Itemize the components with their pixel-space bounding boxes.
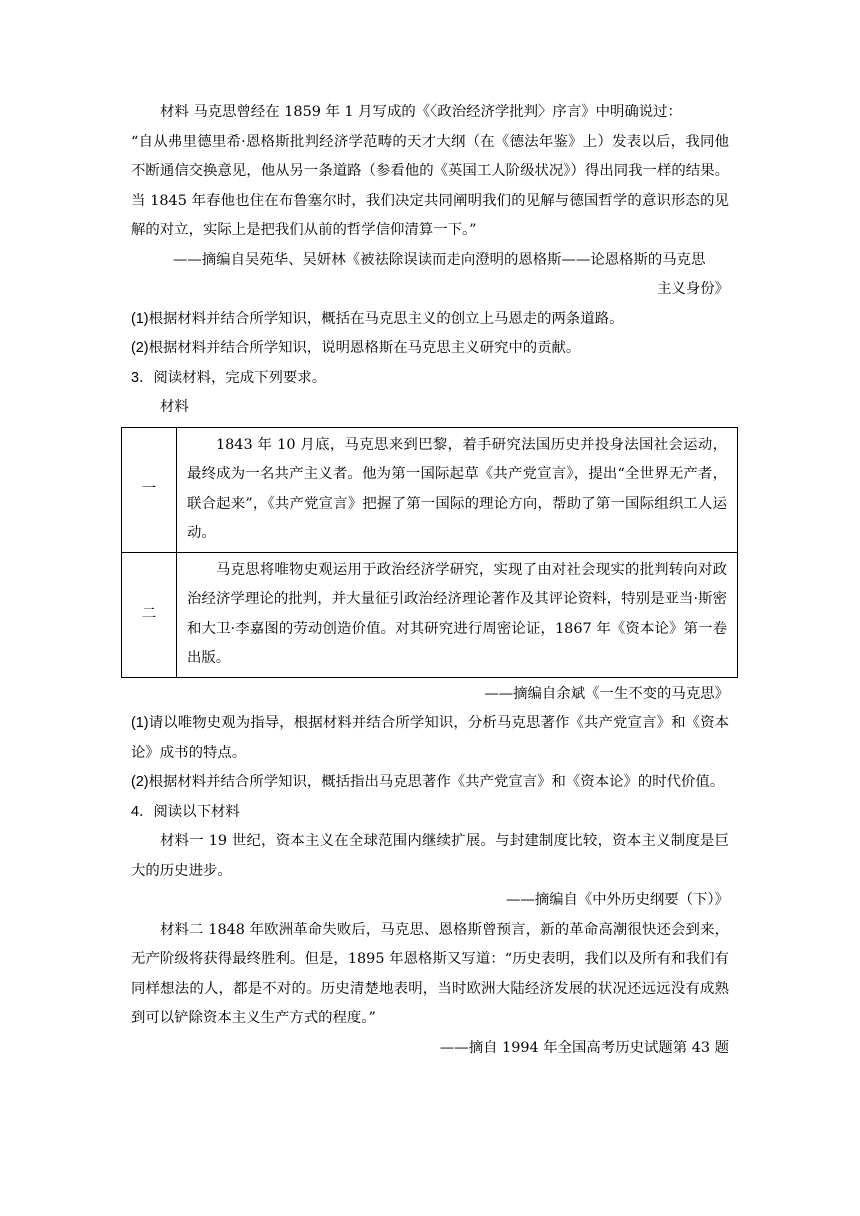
row-label-2: 二 bbox=[122, 552, 177, 677]
material-source bbox=[131, 246, 729, 276]
q4-material-1: 材料一 19 世纪，资本主义在全球范围内继续扩展。与封建制度比较，资本主义制度是巨大的历史进步。 bbox=[131, 833, 729, 879]
q4-material-2: 材料二 1848 年欧洲革命失败后，马克思、恩格斯曾预言，新的革命高潮很快还会到来，无产阶级将获得最终胜利。但是，1895 年恩格斯又写道：“历史表明，我们以及所有和我们有同样想法的人，都是不对的。历史清楚地表明，当时欧洲大陆经济发展的状况还远远没有成熟到可以铲除资本主义生产方式的程度。” bbox=[131, 921, 729, 1026]
q3-material-table bbox=[121, 427, 738, 678]
q3-subquestion-2: (2)根据材料并结合所学知识，概括指出马克思著作《共产党宣言》和《资本论》的时代价值。 bbox=[131, 774, 725, 790]
table-row bbox=[122, 427, 738, 552]
q2-subquestion-2: (2)根据材料并结合所学知识，说明恩格斯在马克思主义研究中的贡献。 bbox=[131, 340, 581, 356]
material-source-line1: ——摘编自吴苑华、吴妍林《被祛除误读而走向澄明的恩格斯——论恩格斯的马克思 bbox=[173, 251, 706, 268]
row-text-2: 马克思将唯物史观运用于政治经济学研究，实现了由对社会现实的批判转向对政治经济学理论的批判，并大量征引政治经济理论著作及其评论资料，特别是亚当·斯密和大卫·李嘉图的劳动创造价值。对其研究进行周密论证，1867 年《资本论》第一卷出版。 bbox=[177, 552, 738, 677]
q4-source-2: ——摘自 1994 年全国高考历史试题第 43 题 bbox=[439, 1039, 729, 1056]
row-label-1: 一 bbox=[122, 427, 177, 552]
q3-source: ——摘编自余斌《一生不变的马克思》 bbox=[484, 685, 729, 702]
table-row bbox=[122, 552, 738, 677]
material-quote: “自从弗里德里希·恩格斯批判经济学范畴的天才大纲（在《德法年鉴》上）发表以后，我同他不断通信交换意见，他从另一条道路（参看他的《英国工人阶级状况》）得出同我一样的结果。当 1845 年春他也住在布鲁塞尔时，我们决定共同阐明我们的见解与德国哲学的意识形态的见解的对立，实际上是把我们从前的哲学信仰清算一下。” bbox=[131, 133, 729, 238]
material-intro: 材料 马克思曾经在 1859 年 1 月写成的《〈政治经济学批判〉序言》中明确说过： bbox=[160, 104, 682, 120]
q3-title: 3．阅读材料，完成下列要求。 bbox=[131, 369, 327, 386]
q4-source-1: ——摘编自《中外历史纲要（下）》 bbox=[505, 892, 729, 908]
document-page bbox=[131, 98, 729, 1063]
q3-material-label: 材料 bbox=[160, 399, 189, 415]
material-source-line2: 主义身份》 bbox=[657, 281, 729, 297]
q2-subquestion-1: (1)根据材料并结合所学知识，概括在马克思主义的创立上马恩走的两条道路。 bbox=[131, 310, 624, 327]
q4-title: 4．阅读以下材料 bbox=[131, 803, 240, 820]
q3-subquestion-1: (1)请以唯物史观为指导，根据材料并结合所学知识，分析马克思著作《共产党宣言》和《资本论》成书的特点。 bbox=[131, 715, 729, 761]
row-text-1: 1843 年 10 月底，马克思来到巴黎，着手研究法国历史并投身法国社会运动，最终成为一名共产主义者。他为第一国际起草《共产党宣言》，提出“全世界无产者，联合起来”，《共产党宣言》把握了第一国际的理论方向，帮助了第一国际组织工人运动。 bbox=[177, 427, 738, 552]
